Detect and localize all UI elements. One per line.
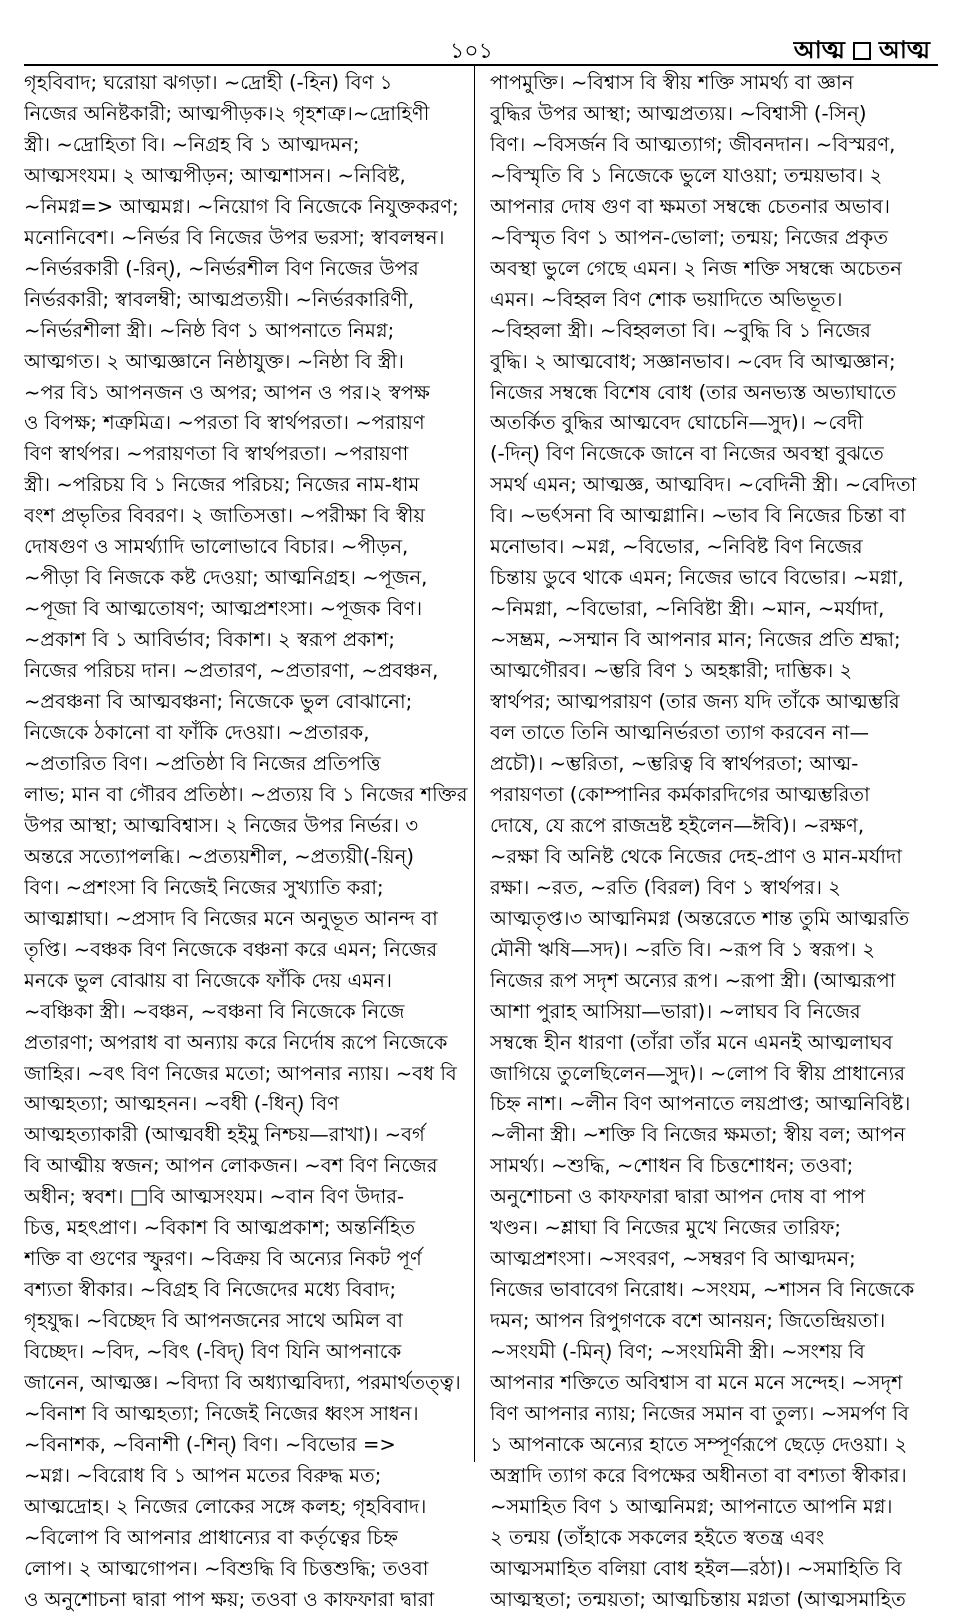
- dictionary-line: ২ তন্ময় (তাঁহাকে সকলের হইতে স্বতন্ত্র এবং: [490, 1525, 825, 1549]
- dictionary-line: আত্মতৃপ্ত।৩ আত্মনিমগ্ন (অন্তরেতে শান্ত তুমি আত্মরতি: [490, 906, 910, 930]
- dictionary-line: অতর্কিত বুদ্ধির আত্মবেদ ঘোচেনি—সুদ)। ~বেদী: [490, 411, 864, 435]
- dictionary-line: সম্বন্ধে হীন ধারণা (তাঁরা তাঁর মনে এমনই আত্মলাঘব: [490, 1030, 893, 1054]
- dictionary-line: অনুশোচনা ও কাফফারা দ্বারা আপন দোষ বা পাপ: [490, 1185, 866, 1209]
- dictionary-line: ~লীনা স্ত্রী। ~শক্তি বি নিজের ক্ষমতা; স্বীয় বল; আপন: [490, 1123, 906, 1147]
- dictionary-line: স্ত্রী। ~পরিচয় বি ১ নিজের পরিচয়; নিজের নাম-ধাম: [24, 473, 420, 497]
- dictionary-line: ও বিপক্ষ; শত্রুমিত্র। ~পরতা বি স্বার্থপরতা। ~পরায়ণ: [24, 411, 425, 435]
- dictionary-line: প্রচৌ)। ~ম্ভরিতা, ~ম্ভরিত্ব বি স্বার্থপরতা; আত্ম-: [490, 751, 859, 775]
- dictionary-line: চিত্ত, মহৎপ্রাণ। ~বিকাশ বি আত্মপ্রকাশ; অন্তর্নিহিত: [24, 1216, 416, 1240]
- dictionary-line: বিণ আপনার ন্যায়; নিজের সমান বা তুল্য। ~সমর্পণ বি: [490, 1401, 909, 1425]
- dictionary-line: স্বার্থপর; আত্মপরায়ণ (তার জন্য যদি তাঁকে আত্মম্ভরি: [490, 690, 900, 714]
- dictionary-line: গৃহযুদ্ধ। ~বিচ্ছেদ বি আপনজনের সাথে অমিল বা: [24, 1309, 403, 1333]
- dictionary-line: বশ্যতা স্বীকার। ~বিগ্রহ বি নিজেদের মধ্যে বিবাদ;: [24, 1278, 397, 1302]
- dictionary-line: বিণ স্বার্থপর। ~পরায়ণতা বি স্বার্থপরতা। ~পরায়ণা: [24, 442, 409, 466]
- dictionary-line: নিজের রূপ সদৃশ অন্যের রূপ। ~রূপা স্ত্রী। (আত্মরূপা: [490, 968, 896, 992]
- page-number: ১০১: [450, 39, 493, 64]
- dictionary-line: ~নির্ভরশীলা স্ত্রী। ~নিষ্ঠ বিণ ১ আপনাতে নিমগ্ন;: [24, 318, 395, 342]
- dictionary-line: বুদ্ধি। ২ আত্মবোধ; সজ্ঞানভাব। ~বেদ বি আত্মজ্ঞান;: [490, 349, 896, 373]
- dictionary-line: স্ত্রী। ~দ্রোহিতা বি। ~নিগ্রহ বি ১ আত্মদমন;: [24, 132, 360, 156]
- dictionary-line: অস্ত্রাদি ত্যাগ করে বিপক্ষের অধীনতা বা বশ্যতা স্বীকার।: [490, 1463, 907, 1487]
- dictionary-line: ~পীড়া বি নিজকে কষ্ট দেওয়া; আত্মনিগ্রহ। ~পূজন,: [24, 566, 428, 590]
- dictionary-line: ১ আপনাকে অন্যের হাতে সম্পূর্ণরূপে ছেড়ে দেওয়া। ২: [490, 1432, 908, 1456]
- dictionary-line: ~রক্ষা বি অনিষ্ট থেকে নিজের দেহ-প্রাণ ও মান-মর্যাদা: [490, 844, 902, 868]
- left-column: [24, 68, 470, 1611]
- dictionary-line: আশা পুরাহ আসিয়া—ভারা)। ~লাঘব বি নিজের: [490, 999, 861, 1023]
- dictionary-line: ~সমাহিত বিণ ১ আত্মনিমগ্ন; আপনাতে আপনি মগ্ন।: [490, 1494, 893, 1518]
- dictionary-line: লোপ। ২ আত্মগোপন। ~বিশুদ্ধি বি চিত্তশুদ্ধি; তওবা: [24, 1556, 429, 1580]
- dictionary-line: ~বিস্মৃতি বি ১ নিজেকে ভুলে যাওয়া; তন্ময়ভাব। ২: [490, 163, 883, 187]
- dictionary-line: নিজের ভাবাবেগ নিরোধ। ~সংযম, ~শাসন বি নিজেকে: [490, 1278, 915, 1302]
- dictionary-line: তৃপ্তি। ~বঞ্চক বিণ নিজেকে বঞ্চনা করে এমন; নিজের: [24, 937, 438, 961]
- dictionary-line: দমন; আপন রিপুগণকে বশে আনয়ন; জিতেন্দ্রিয়তা।: [490, 1309, 886, 1333]
- dictionary-line: আত্মহত্যাকারী (আত্মবধী হইমু নিশ্চয়—রাখা)। ~বর্গ: [24, 1123, 425, 1147]
- dictionary-line: ~বিলোপ বি আপনার প্রাধান্যের বা কর্তৃত্বের চিহ্ন: [24, 1525, 398, 1549]
- separator-box-icon: [853, 42, 871, 60]
- dictionary-line: ~নিমগ্ন=> আত্মমগ্ন। ~নিয়োগ বি নিজেকে নিযুক্তকরণ;: [24, 194, 459, 218]
- dictionary-line: ~প্রতারিত বিণ। ~প্রতিষ্ঠা বি নিজের প্রতিপত্তি: [24, 751, 381, 775]
- dictionary-line: আত্মসমাহিত বলিয়া বোধ হইল—রঠা)। ~সমাহিতি বি: [490, 1556, 902, 1580]
- header-rule: [24, 64, 938, 66]
- dictionary-line: ~নিমগ্না, ~বিভোরা, ~নিবিষ্টা স্ত্রী। ~মান, ~মর্যাদা,: [490, 597, 885, 621]
- dictionary-line: ও অনুশোচনা দ্বারা পাপ ক্ষয়; তওবা ও কাফফারা দ্বারা: [24, 1587, 435, 1611]
- dictionary-line: ~সংযমী (-মিন্) বিণ; ~সংযমিনী স্ত্রী। ~সংশয় বি: [490, 1340, 865, 1364]
- dictionary-line: ~বঞ্চিকা স্ত্রী। ~বঞ্চন, ~বঞ্চনা বি নিজেকে নিজে: [24, 999, 405, 1023]
- dictionary-line: ~বিনাশক, ~বিনাশী (-শিন্) বিণ। ~বিভোর =>: [24, 1432, 396, 1456]
- dictionary-line: বি আত্মীয় স্বজন; আপন লোকজন। ~বশ বিণ নিজের: [24, 1154, 438, 1178]
- dictionary-line: বল তাতে তিনি আত্মনির্ভরতা ত্যাগ করবেন না—: [490, 721, 870, 745]
- dictionary-line: আপনার দোষ গুণ বা ক্ষমতা সম্বন্ধে চেতনার অভাব।: [490, 194, 891, 218]
- dictionary-line: ~পর বি১ আপনজন ও অপর; আপন ও পর।২ স্বপক্ষ: [24, 380, 430, 404]
- dictionary-line: ~বিহ্বলা স্ত্রী। ~বিহ্বলতা বি। ~বুদ্ধি বি ১ নিজের: [490, 318, 871, 342]
- dictionary-line: আত্মপ্রশংসা। ~সংবরণ, ~সম্বরণ বি আত্মদমন;: [490, 1247, 856, 1271]
- dictionary-line: বি। ~ভর্ৎসনা বি আত্মগ্লানি। ~ভাব বি নিজের চিন্তা বা: [490, 504, 906, 528]
- dictionary-line: রক্ষা। ~রত, ~রতি (বিরল) বিণ ১ স্বার্থপর। ২: [490, 875, 841, 899]
- dictionary-line: সমর্থ এমন; আত্মজ্ঞ, আত্মবিদ। ~বেদিনী স্ত্রী। ~বেদিতা: [490, 473, 917, 497]
- dictionary-line: জাগিয়ে তুলেছিলেন—সুদ)। ~লোপ বি স্বীয় প্রাধান্যের: [490, 1061, 906, 1085]
- guide-word-last: আত্ম: [878, 36, 930, 64]
- dictionary-line: বুদ্ধির উপর আস্থা; আত্মপ্রত্যয়। ~বিশ্বাসী (-সিন্): [490, 101, 867, 125]
- dictionary-line: খণ্ডন। ~শ্লাঘা বি নিজের মুখে নিজের তারিফ;: [490, 1216, 842, 1240]
- dictionary-line: চিহ্ন নাশ। ~লীন বিণ আপনাতে লয়প্রাপ্ত; আত্মনিবিষ্ট।: [490, 1092, 911, 1116]
- dictionary-line: মনকে ভুল বোঝায় বা নিজেকে ফাঁকি দেয় এমন।: [24, 968, 393, 992]
- dictionary-line: উপর আস্থা; আত্মবিশ্বাস। ২ নিজের উপর নির্ভর। ৩: [24, 813, 419, 837]
- dictionary-line: বিণ। ~বিসর্জন বি আত্মত্যাগ; জীবনদান। ~বিস্মরণ,: [490, 132, 896, 156]
- dictionary-line: গৃহবিবাদ; ঘরোয়া ঝগড়া। ~দ্রোহী (-হিন) বিণ ১: [24, 71, 393, 94]
- dictionary-line: নিজের সম্বন্ধে বিশেষ বোধ (তার অনভ্যস্ত অভ্যাঘাতে: [490, 380, 897, 404]
- dictionary-line: অধীন; স্ববশ। □বি আত্মসংযম। ~বান বিণ উদার-: [24, 1185, 405, 1209]
- page-header: [0, 0, 960, 64]
- guide-words: [794, 32, 930, 72]
- dictionary-line: (-দিন্) বিণ নিজেকে জানে বা নিজের অবস্থা বুঝতে: [490, 442, 884, 466]
- dictionary-line: ~নির্ভরকারী (-রিন্), ~নির্ভরশীল বিণ নিজের উপর: [24, 256, 419, 280]
- dictionary-line: আত্মদ্রোহ। ২ নিজের লোকের সঙ্গে কলহ; গৃহবিবাদ।: [24, 1494, 427, 1518]
- dictionary-line: আত্মশ্লাঘা। ~প্রসাদ বি নিজের মনে অনুভূত আনন্দ বা: [24, 906, 438, 930]
- dictionary-line: ~প্রবঞ্চনা বি আত্মবঞ্চনা; নিজেকে ভুল বোঝানো;: [24, 690, 413, 714]
- dictionary-line: ~পূজা বি আত্মতোষণ; আত্মপ্রশংসা। ~পূজক বিণ।: [24, 597, 423, 621]
- dictionary-line: এমন। ~বিহ্বল বিণ শোক ভয়াদিতে অভিভূত।: [490, 287, 843, 311]
- dictionary-line: আপনার শক্তিতে অবিশ্বাস বা মনে মনে সন্দেহ। ~সদৃশ: [490, 1371, 903, 1395]
- dictionary-line: অন্তরে সত্যোপলব্ধি। ~প্রত্যয়শীল, ~প্রত্যয়ী(-য়িন্): [24, 844, 415, 868]
- dictionary-line: দোষগুণ ও সামর্থ্যাদি ভালোভাবে বিচার। ~পীড়ন,: [24, 535, 409, 559]
- dictionary-line: পাপমুক্তি। ~বিশ্বাস বি স্বীয় শক্তি সামর্থ্য বা জ্ঞান: [490, 71, 854, 94]
- dictionary-line: অবস্থা ভুলে গেছে এমন। ২ নিজ শক্তি সম্বন্ধে অচেতন: [490, 256, 902, 280]
- dictionary-line: ~প্রকাশ বি ১ আবির্ভাব; বিকাশ। ২ স্বরূপ প্রকাশ;: [24, 628, 395, 652]
- dictionary-line: চিন্তায় ডুবে থাকে এমন; নিজের ভাবে বিভোর। ~মগ্না,: [490, 566, 904, 590]
- dictionary-line: ~বিস্মৃত বিণ ১ আপন-ভোলা; তন্ময়; নিজের প্রকৃত: [490, 225, 889, 249]
- dictionary-line: সামর্থ্য। ~শুদ্ধি, ~শোধন বি চিত্তশোধন; তওবা;: [490, 1154, 854, 1178]
- dictionary-line: আত্মসংযম। ২ আত্মপীড়ন; আত্মশাসন। ~নিবিষ্ট,: [24, 163, 406, 187]
- dictionary-line: আত্মগৌরব। ~ম্ভরি বিণ ১ অহঙ্কারী; দাম্ভিক। ২: [490, 659, 853, 683]
- dictionary-line: ~বিনাশ বি আত্মহত্যা; নিজেই নিজের ধ্বংস সাধন।: [24, 1401, 419, 1425]
- dictionary-line: নিজেকে ঠকানো বা ফাঁকি দেওয়া। ~প্রতারক,: [24, 721, 370, 745]
- dictionary-line: দোষে, যে রূপে রাজভ্রষ্ট হইলেন—ঈবি)। ~রক্ষণ,: [490, 813, 865, 837]
- dictionary-line: নিজের অনিষ্টকারী; আত্মপীড়ক।২ গৃহশত্রু।~দ্রোহিণী: [24, 101, 430, 125]
- dictionary-line: আত্মহত্যা; আত্মহনন। ~বধী (-ধিন্) বিণ: [24, 1092, 339, 1116]
- dictionary-line: লাভ; মান বা গৌরব প্রতিষ্ঠা। ~প্রত্যয় বি ১ নিজের শক্তির: [24, 782, 468, 806]
- dictionary-line: বিণ। ~প্রশংসা বি নিজেই নিজের সুখ্যাতি করা;: [24, 875, 384, 899]
- dictionary-line: আত্মগত। ২ আত্মজ্ঞানে নিষ্ঠাযুক্ত। ~নিষ্ঠা বি স্ত্রী।: [24, 349, 404, 373]
- guide-word-first: আত্ম: [793, 36, 845, 64]
- dictionary-line: ~সম্ভ্রম, ~সম্মান বি আপনার মান; নিজের প্রতি শ্রদ্ধা;: [490, 628, 901, 652]
- dictionary-line: পরায়ণতা (কোম্পানির কর্মকারদিগের আত্মম্ভরিতা: [490, 782, 870, 806]
- dictionary-line: জাহির। ~বৎ বিণ নিজের মতো; আপনার ন্যায়। ~বধ বি: [24, 1061, 457, 1085]
- dictionary-line: প্রতারণা; অপরাধ বা অন্যায় করে নির্দোষ রূপে নিজেকে: [24, 1030, 448, 1054]
- dictionary-line: মনোনিবেশ। ~নির্ভর বি নিজের উপর ভরসা; স্বাবলম্বন।: [24, 225, 445, 249]
- column-divider: [474, 66, 475, 1462]
- dictionary-line: মনোভাব। ~মগ্ন, ~বিভোর, ~নিবিষ্ট বিণ নিজের: [490, 535, 863, 559]
- dictionary-line: নিজের পরিচয় দান। ~প্রতারণ, ~প্রতারণা, ~প্রবঞ্চন,: [24, 659, 439, 683]
- dictionary-line: বিচ্ছেদ। ~বিদ, ~বিৎ (-বিদ্) বিণ যিনি আপনাকে: [24, 1340, 402, 1364]
- dictionary-line: শক্তি বা গুণের স্ফুরণ। ~বিক্রয় বি অন্যের নিকট পূর্ণ: [24, 1247, 422, 1271]
- dictionary-line: নির্ভরকারী; স্বাবলম্বী; আত্মপ্রত্যয়ী। ~নির্ভরকারিণী,: [24, 287, 415, 311]
- dictionary-line: ~মগ্ন। ~বিরোধ বি ১ আপন মতের বিরুদ্ধ মত;: [24, 1463, 382, 1487]
- dictionary-line: বংশ প্রভৃতির বিবরণ। ২ জাতিসত্তা। ~পরীক্ষা বি স্বীয়: [24, 504, 426, 528]
- right-column: [490, 68, 936, 1611]
- dictionary-line: জানেন, আত্মজ্ঞ। ~বিদ্যা বি অধ্যাত্মবিদ্যা, পরমার্থতত্ত্ব।: [24, 1371, 461, 1395]
- dictionary-line: মৌনী ঋষি—সদ)। ~রতি বি। ~রূপ বি ১ স্বরূপ। ২: [490, 937, 876, 961]
- dictionary-line: আত্মস্থতা; তন্ময়তা; আত্মচিন্তায় মগ্নতা (আত্মসমাহিত: [490, 1587, 906, 1611]
